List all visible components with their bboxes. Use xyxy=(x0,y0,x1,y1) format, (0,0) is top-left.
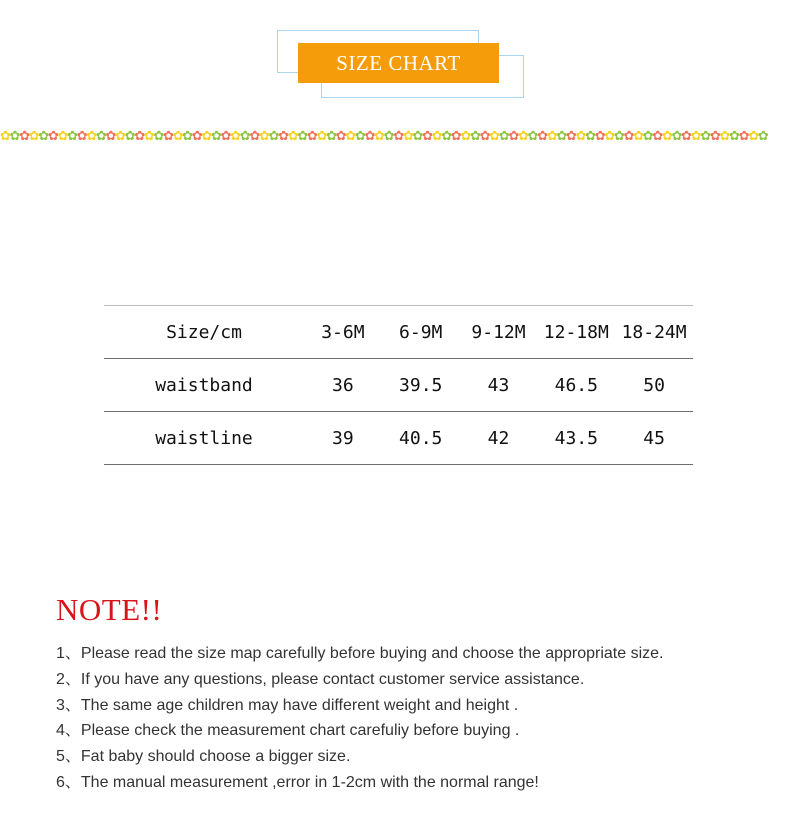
flower-icon: ✿ xyxy=(259,129,269,144)
note-item: 6、The manual measurement ,error in 1-2cm with the normal range! xyxy=(56,773,539,791)
flower-icon: ✿ xyxy=(498,129,509,144)
note-title: NOTE!! xyxy=(56,592,163,627)
flower-icon: ✿ xyxy=(230,129,240,144)
table-row xyxy=(104,359,693,412)
flower-icon: ✿ xyxy=(470,129,480,144)
table-header-label: Size/cm xyxy=(166,321,242,343)
flower-icon: ✿ xyxy=(412,129,423,144)
flower-icon: ✿ xyxy=(690,129,701,144)
flower-icon: ✿ xyxy=(614,129,624,144)
flower-icon: ✿ xyxy=(546,129,557,144)
flower-icon: ✿ xyxy=(307,129,317,144)
table-cell: 42 xyxy=(487,427,510,449)
table-cell: 39.5 xyxy=(399,374,443,396)
size-table xyxy=(104,305,693,465)
flower-icon: ✿ xyxy=(709,129,720,144)
size-column-header: 9-12M xyxy=(471,321,526,343)
flower-icon: ✿ xyxy=(163,129,173,144)
flower-icon: ✿ xyxy=(518,129,528,144)
notes-list xyxy=(56,641,663,796)
flower-icon: ✿ xyxy=(124,129,135,144)
banner-title: SIZE CHART xyxy=(298,43,499,83)
flower-icon: ✿ xyxy=(489,129,499,144)
flower-icon: ✿ xyxy=(201,129,212,144)
flower-icon: ✿ xyxy=(335,129,346,144)
flower-icon: ✿ xyxy=(537,129,547,144)
flower-icon: ✿ xyxy=(460,129,471,144)
flower-icon: ✿ xyxy=(191,129,202,144)
flower-icon: ✿ xyxy=(326,129,336,144)
flower-icon: ✿ xyxy=(623,129,634,144)
flower-icon: ✿ xyxy=(652,129,662,144)
flower-icon: ✿ xyxy=(508,129,519,144)
table-header-row xyxy=(104,306,693,359)
table-cell: 46.5 xyxy=(554,374,598,396)
flower-icon: ✿ xyxy=(345,129,355,144)
size-column-header: 3-6M xyxy=(321,321,365,343)
flower-icon: ✿ xyxy=(153,129,164,144)
flower-icon: ✿ xyxy=(76,129,87,144)
flower-icon: ✿ xyxy=(757,129,768,144)
flower-icon: ✿ xyxy=(700,129,710,144)
flower-icon: ✿ xyxy=(172,129,183,144)
flower-icon: ✿ xyxy=(95,129,106,144)
note-item: 3、The same age children may have different weight and height . xyxy=(56,696,519,714)
flower-icon: ✿ xyxy=(287,129,298,144)
row-label-waistband: waistband xyxy=(155,374,253,396)
flower-icon: ✿ xyxy=(422,129,432,144)
flower-icon: ✿ xyxy=(671,129,682,144)
flower-icon: ✿ xyxy=(211,129,221,144)
flower-icon: ✿ xyxy=(354,129,365,144)
size-column-header: 18-24M xyxy=(621,321,687,343)
flower-icon: ✿ xyxy=(67,129,77,144)
row-label-waistline: waistline xyxy=(155,427,253,449)
flower-icon: ✿ xyxy=(383,129,394,144)
flower-icon: ✿ xyxy=(556,129,567,144)
flower-icon: ✿ xyxy=(393,129,403,144)
flower-icon: ✿ xyxy=(28,129,39,144)
flower-icon: ✿ xyxy=(719,129,730,144)
flower-icon: ✿ xyxy=(594,129,605,144)
flower-icon: ✿ xyxy=(642,129,653,144)
flower-icon: ✿ xyxy=(575,129,586,144)
flower-icon: ✿ xyxy=(57,129,68,144)
note-item: 5、Fat baby should choose a bigger size. xyxy=(56,748,351,766)
flower-icon: ✿ xyxy=(268,129,279,144)
flower-icon: ✿ xyxy=(585,129,595,144)
size-column-header: 12-18M xyxy=(543,321,609,343)
flower-icon: ✿ xyxy=(681,129,691,144)
flower-icon: ✿ xyxy=(38,129,48,144)
flower-icon: ✿ xyxy=(9,129,20,144)
note-item: 2、If you have any questions, please contact customer service assistance. xyxy=(56,670,585,688)
flower-icon: ✿ xyxy=(143,129,154,144)
flower-icon: ✿ xyxy=(479,129,490,144)
size-column-header: 6-9M xyxy=(399,321,443,343)
flower-icon: ✿ xyxy=(182,129,192,144)
flower-icon: ✿ xyxy=(738,129,749,144)
flower-icon: ✿ xyxy=(441,129,451,144)
flower-icon: ✿ xyxy=(105,129,116,144)
flower-icon: ✿ xyxy=(297,129,307,144)
flower-icon: ✿ xyxy=(364,129,375,144)
table-cell: 50 xyxy=(643,374,665,396)
flower-icon: ✿ xyxy=(633,129,643,144)
flower-icon: ✿ xyxy=(402,129,413,144)
flower-icon: ✿ xyxy=(729,129,739,144)
flower-icon: ✿ xyxy=(220,129,231,144)
flower-icon: ✿ xyxy=(249,129,260,144)
table-cell: 36 xyxy=(332,374,354,396)
flower-icon: ✿ xyxy=(374,129,384,144)
flower-icon: ✿ xyxy=(19,129,29,144)
flower-icon: ✿ xyxy=(604,129,614,144)
flower-icon: ✿ xyxy=(0,129,10,144)
note-item: 4、Please check the measurement chart carefuliy before buying . xyxy=(56,722,520,740)
flower-icon: ✿ xyxy=(450,129,461,144)
flower-icon: ✿ xyxy=(47,129,58,144)
table-cell: 43 xyxy=(487,374,510,396)
flower-icon: ✿ xyxy=(115,129,125,144)
flower-icon: ✿ xyxy=(527,129,538,144)
table-cell: 45 xyxy=(643,427,665,449)
table-cell: 43.5 xyxy=(554,427,598,449)
flower-icon: ✿ xyxy=(316,129,327,144)
table-cell: 40.5 xyxy=(399,427,443,449)
flower-icon: ✿ xyxy=(278,129,288,144)
flower-icon: ✿ xyxy=(566,129,576,144)
flower-icon: ✿ xyxy=(661,129,672,144)
flower-divider xyxy=(0,128,800,146)
note-item: 1、Please read the size map carefully before buying and choose the appropriate size. xyxy=(56,645,664,662)
flower-icon: ✿ xyxy=(86,129,96,144)
flower-icon: ✿ xyxy=(431,129,442,144)
flower-icon: ✿ xyxy=(134,129,144,144)
table-row xyxy=(104,412,693,465)
table-cell: 39 xyxy=(332,427,354,449)
flower-icon: ✿ xyxy=(748,129,758,144)
flower-icon: ✿ xyxy=(239,129,250,144)
